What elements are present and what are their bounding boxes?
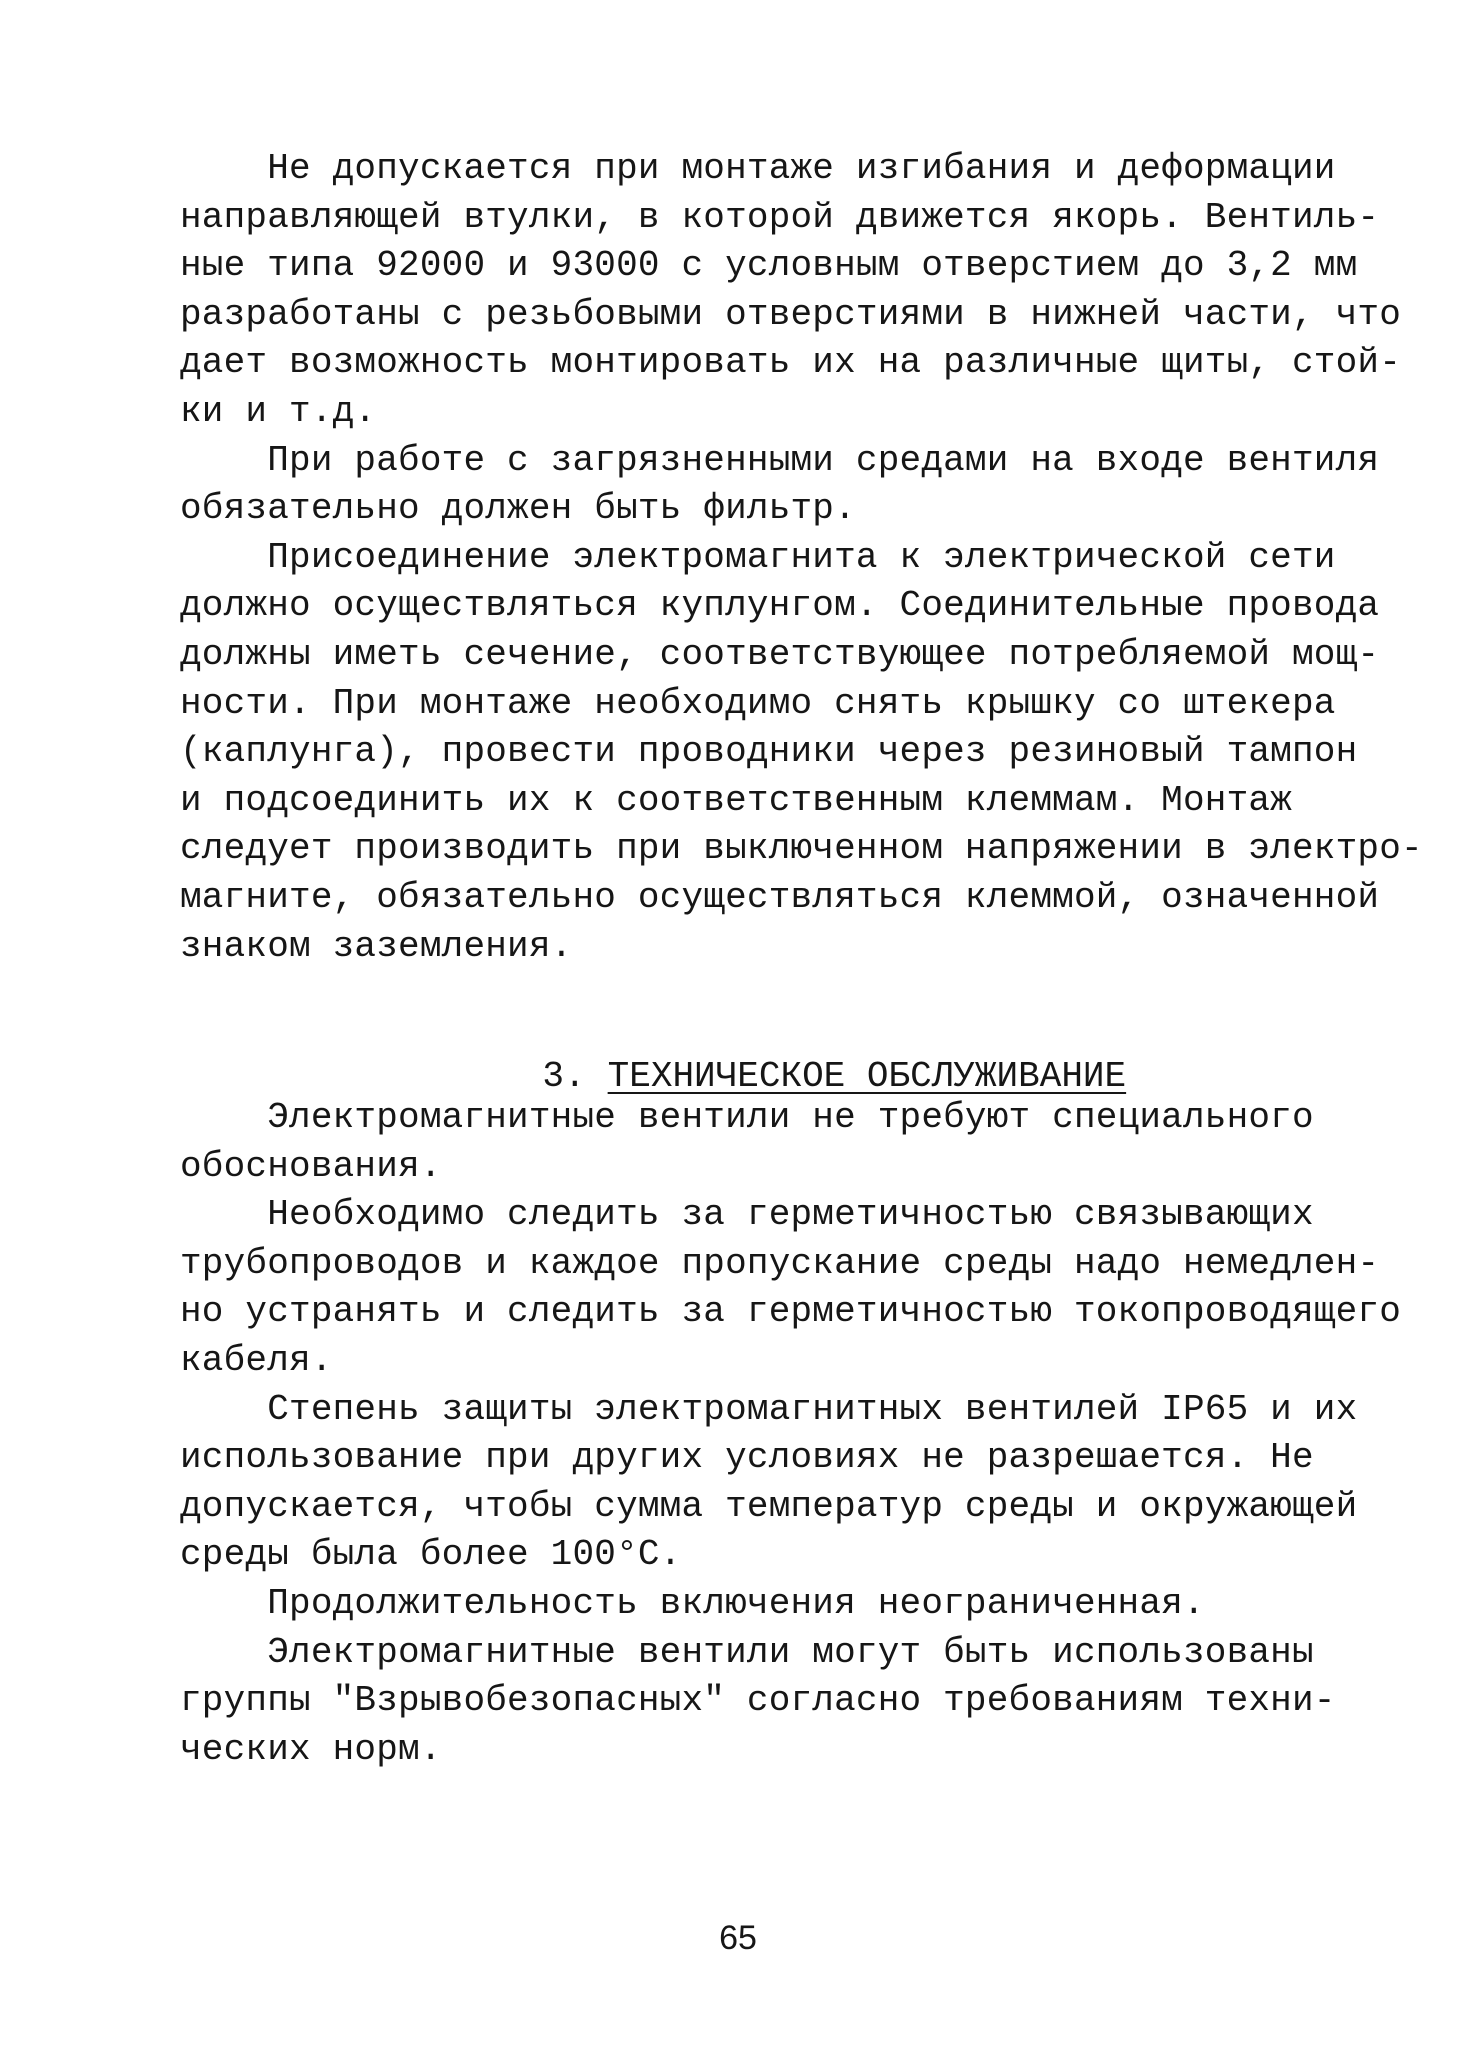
text-line: должно осуществляться куплунгом. Соединительные провода (180, 585, 1380, 627)
text-line: направляющей втулки, в которой движется якорь. Вентиль- (180, 196, 1380, 238)
text-line: использование при других условиях не разрешается. Не (180, 1437, 1314, 1479)
text-line: ности. При монтаже необходимо снять крышку со штекера (180, 682, 1336, 724)
text-line: дает возможность монтировать их на различные щиты, стой- (180, 342, 1401, 384)
text-line: При работе с загрязненными средами на входе вентиля (180, 439, 1380, 481)
text-line: разработаны с резьбовыми отверстиями в нижней части, что (180, 293, 1401, 335)
text-line: допускается, чтобы сумма температур среды и окружающей (180, 1485, 1358, 1527)
text-line: Электромагнитные вентили не требуют специального (180, 1097, 1314, 1138)
text-block-maintenance (180, 1094, 1401, 1774)
page-number: 65 (719, 1919, 757, 1957)
text-line: Присоединение электромагнита к электрической сети (180, 536, 1336, 578)
text-line: ческих норм. (180, 1728, 442, 1770)
text-line: ки и т.д. (180, 390, 377, 432)
text-line: Необходимо следить за герметичностью связывающих (180, 1194, 1314, 1236)
text-line: но устранять и следить за герметичностью токопроводящего (180, 1291, 1401, 1333)
text-block-installation (180, 145, 1423, 971)
text-line: и подсоединить их к соответственным клеммам. Монтаж (180, 779, 1292, 821)
text-line: следует производить при выключенном напряжении в электро- (180, 828, 1423, 870)
section-title: ТЕХНИЧЕСКОЕ ОБСЛУЖИВАНИЕ (607, 1056, 1127, 1097)
text-line: Электромагнитные вентили могут быть использованы (180, 1631, 1314, 1673)
text-line: Не допускается при монтаже изгибания и деформации (180, 148, 1336, 189)
text-line: Продолжительность включения неограниченная. (180, 1582, 1205, 1624)
text-line: кабеля. (180, 1339, 333, 1381)
text-line: обоснования. (180, 1145, 442, 1187)
text-line: должны иметь сечение, соответствующее потребляемой мощ- (180, 633, 1380, 675)
text-line: Степень защиты электромагнитных вентилей IP65 и их (180, 1388, 1358, 1430)
section-number: 3. (542, 1056, 586, 1097)
text-line: ные типа 92000 и 93000 с условным отверстием до 3,2 мм (180, 245, 1358, 287)
text-line: трубопроводов и каждое пропускание среды надо немедлен- (180, 1242, 1380, 1284)
text-line: группы "Взрывобезопасных" согласно требованиям техни- (180, 1680, 1336, 1722)
text-line: (каплунга), провести проводники через резиновый тампон (180, 731, 1358, 773)
text-line: обязательно должен быть фильтр. (180, 488, 856, 530)
text-line: знаком заземления. (180, 925, 573, 967)
text-line: магните, обязательно осуществляться клеммой, означенной (180, 876, 1380, 918)
text-line: среды была более 100°С. (180, 1534, 682, 1576)
